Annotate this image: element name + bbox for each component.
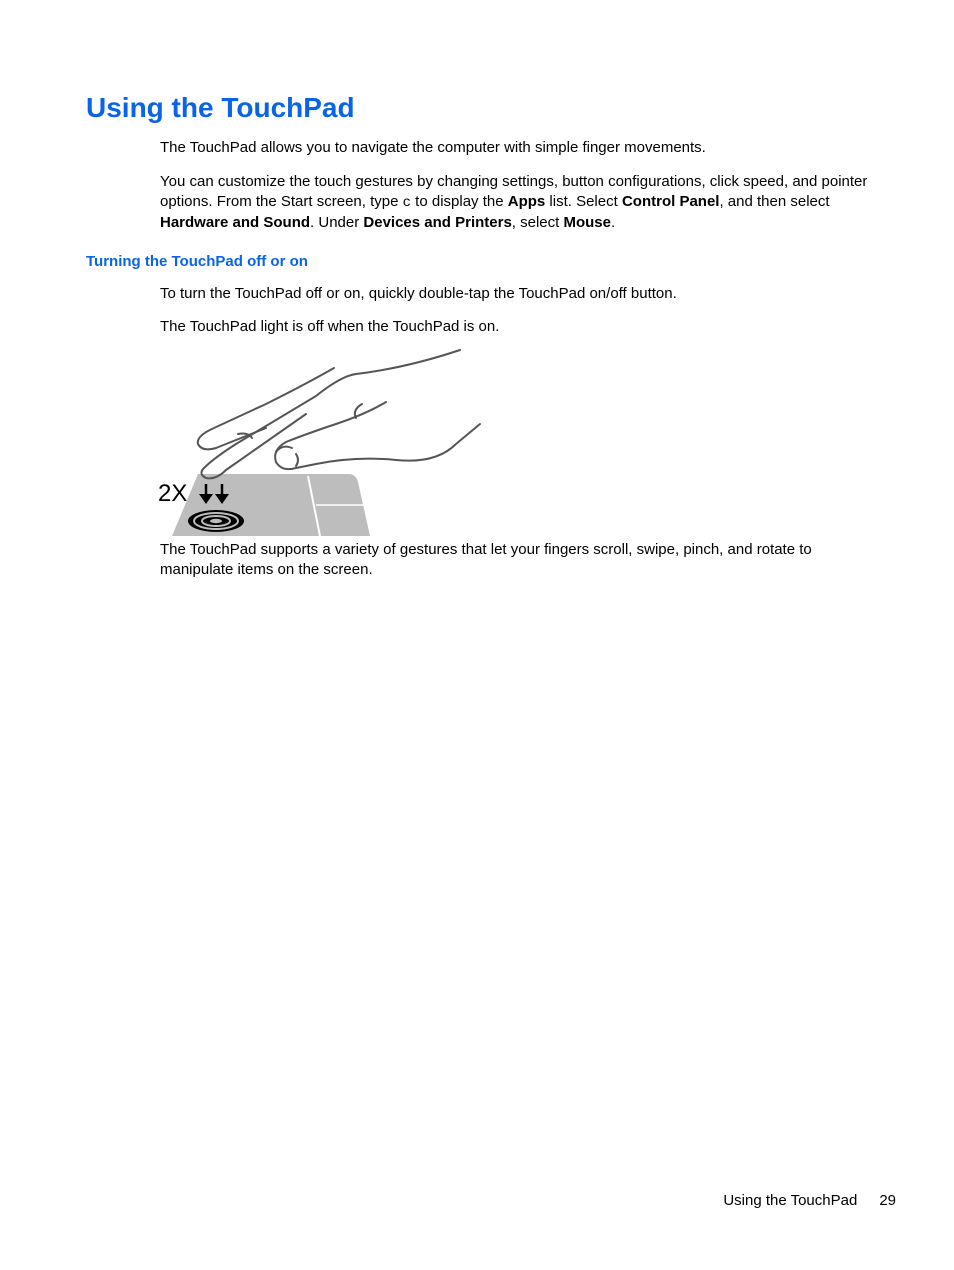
customize-text-3: list. Select xyxy=(545,193,622,210)
footer-label: Using the TouchPad xyxy=(723,1192,858,1209)
intro-paragraph: The TouchPad allows you to navigate the computer with simple finger movements. xyxy=(160,139,706,156)
page-number: 29 xyxy=(879,1192,896,1209)
section-paragraph-3: The TouchPad supports a variety of gestures that let your fingers scroll, swipe, pinch, and rotate to manipulate items on the screen. xyxy=(160,541,812,578)
devices-printers-term: Devices and Printers xyxy=(363,214,512,231)
customize-text-6: , select xyxy=(511,214,564,231)
customize-text-4: , and then select xyxy=(719,193,830,210)
hardware-sound-term: Hardware and Sound xyxy=(160,214,311,231)
hand-icon xyxy=(198,350,480,478)
customize-paragraph xyxy=(160,172,880,233)
customize-text-7: . xyxy=(611,214,616,231)
touchpad-onoff-target-icon xyxy=(188,510,244,532)
customize-text-2: to display the xyxy=(411,193,508,210)
double-tap-label: 2X xyxy=(158,480,188,507)
apps-term: Apps xyxy=(507,193,546,210)
page-footer xyxy=(723,1191,896,1211)
page-title: Using the TouchPad xyxy=(86,92,355,123)
section-paragraph-2: The TouchPad light is off when the TouchPad is on. xyxy=(160,318,500,335)
mouse-term: Mouse xyxy=(563,214,611,231)
section-paragraph-1: To turn the TouchPad off or on, quickly double-tap the TouchPad on/off button. xyxy=(160,285,677,302)
section-heading: Turning the TouchPad off or on xyxy=(86,253,308,270)
key-c: c xyxy=(402,195,412,211)
customize-text-5: . Under xyxy=(310,214,364,231)
touchpad-double-tap-illustration xyxy=(156,348,490,540)
control-panel-term: Control Panel xyxy=(621,193,720,210)
customize-text-1: You can customize the touch gestures by changing settings, button configurations, click speed, and pointer options. From the Start screen, type xyxy=(160,173,868,210)
